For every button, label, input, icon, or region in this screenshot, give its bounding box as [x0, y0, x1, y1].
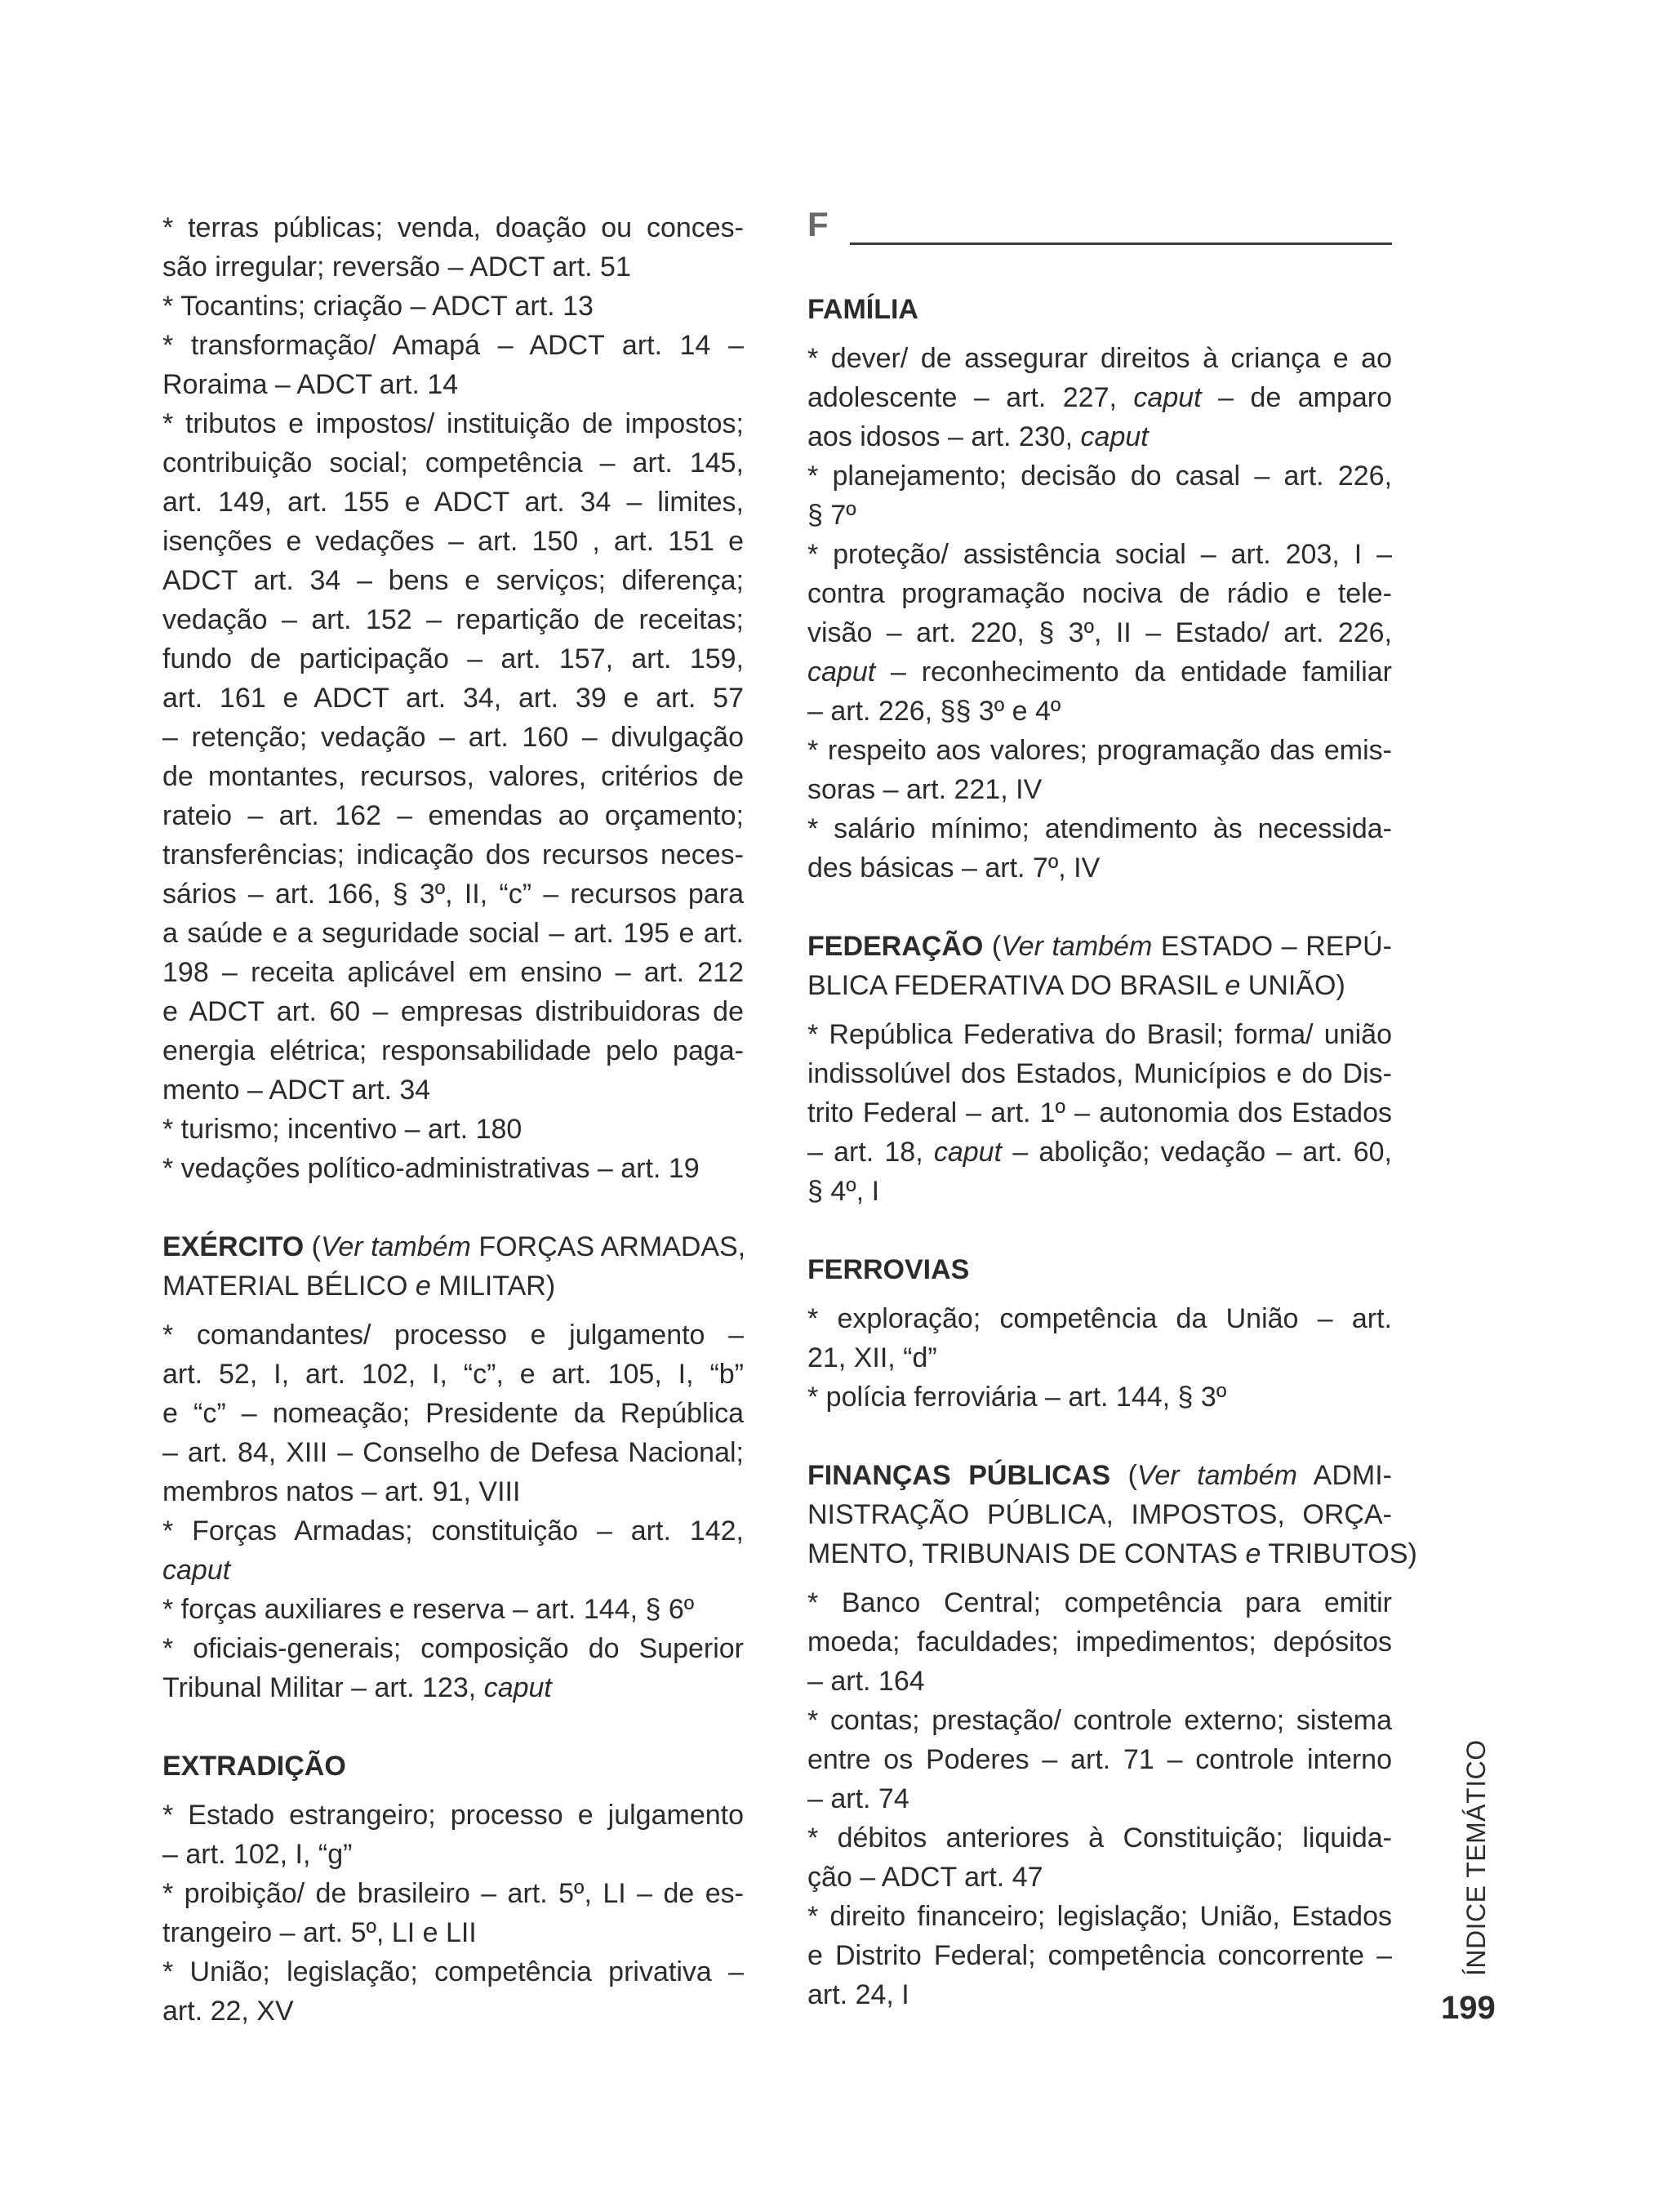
entry-line: art. 52, I, art. 102, I, “c”, e art. 105, I, “b”: [162, 1359, 744, 1390]
entry-line: rateio – art. 162 – emendas ao orçamento;: [162, 800, 744, 831]
entry-line: * turismo; incentivo – art. 180: [162, 1114, 522, 1145]
entry-line: Roraima – ADCT art. 14: [162, 369, 459, 400]
entry-line: * salário mínimo; atendimento às necessida-: [807, 813, 1392, 844]
entry-line: ção – ADCT art. 47: [807, 1862, 1043, 1893]
entry-line: fundo de participação – art. 157, art. 159,: [162, 643, 744, 674]
entry-line: sários – art. 166, § 3º, II, “c” – recursos para: [162, 879, 744, 910]
entry-line: vedação – art. 152 – repartição de receitas;: [162, 604, 744, 635]
entry-line: indissolúvel dos Estados, Municípios e do Dis-: [807, 1058, 1392, 1089]
entry-line: * Forças Armadas; constituição – art. 142,: [162, 1515, 744, 1547]
heading-reference-line: MENTO, TRIBUNAIS DE CONTAS e TRIBUTOS): [807, 1538, 1417, 1569]
heading-reference-line: NISTRAÇÃO PÚBLICA, IMPOSTOS, ORÇA-: [807, 1499, 1392, 1530]
heading-reference-line: MATERIAL BÉLICO e MILITAR): [162, 1271, 556, 1302]
entry-line: * contas; prestação/ controle externo; sistema: [807, 1705, 1392, 1736]
entry-line: * vedações político-administrativas – art. 19: [162, 1153, 700, 1184]
entry-line: des básicas – art. 7º, IV: [807, 852, 1101, 883]
heading-title: EXÉRCITO: [162, 1231, 305, 1262]
left-column: [162, 208, 744, 2031]
entry-line: caput: [162, 1555, 231, 1586]
entry-line: * União; legislação; competência privativa –: [162, 1956, 744, 1987]
entry-line: – art. 164: [807, 1666, 925, 1697]
entry-line: caput – reconhecimento da entidade familiar: [807, 656, 1392, 688]
entry-line: * tributos e impostos/ instituição de impostos;: [162, 408, 744, 439]
entry-line: 198 – receita aplicável em ensino – art. 212: [162, 957, 744, 988]
entry-line: ADCT art. 34 – bens e serviços; diferença;: [162, 565, 744, 596]
side-label: [1461, 1739, 1494, 1978]
section-federacao: [807, 927, 1392, 1211]
section-heading: FAMÍLIA: [807, 294, 918, 325]
section-exercito: [162, 1227, 744, 1707]
section-letter: F: [807, 205, 829, 243]
entry-line: art. 24, I: [807, 1979, 909, 2010]
entry-line: visão – art. 220, § 3º, II – Estado/ art. 226,: [807, 617, 1392, 648]
entry-line: * polícia ferroviária – art. 144, § 3º: [807, 1382, 1227, 1413]
heading-reference: (Ver também FORÇAS ARMADAS,: [304, 1231, 746, 1262]
entry-line: * débitos anteriores à Constituição; liquida-: [807, 1823, 1392, 1854]
entry-line: isenções e vedações – art. 150 , art. 151 e: [162, 526, 744, 557]
entry-line: adolescente – art. 227, caput – de amparo: [807, 382, 1392, 413]
entry-line: e ADCT art. 60 – empresas distribuidoras de: [162, 996, 744, 1027]
section-financas-publicas: [807, 1456, 1417, 2014]
entry-line: * proteção/ assistência social – art. 203, I –: [807, 539, 1392, 570]
letter-header: [807, 205, 1392, 257]
section-heading: [162, 1227, 744, 1266]
heading-reference: (Ver também ADMI-: [1110, 1460, 1392, 1491]
entry-line: * forças auxiliares e reserva – art. 144, § 6º: [162, 1594, 695, 1625]
entry-line: contribuição social; competência – art. 145,: [162, 447, 744, 478]
entry-line: mento – ADCT art. 34: [162, 1075, 431, 1106]
entry-line: * Estado estrangeiro; processo e julgamento: [162, 1800, 744, 1831]
continued-entries: [162, 208, 744, 1188]
entry-line: aos idosos – art. 230, caput: [807, 421, 1149, 452]
heading-title: FINANÇAS PÚBLICAS: [807, 1460, 1111, 1491]
entry-line: a saúde e a seguridade social – art. 195 e art.: [162, 918, 744, 949]
entry-line: art. 22, XV: [162, 1996, 294, 2027]
entry-line: * oficiais-generais; composição do Superior: [162, 1633, 744, 1664]
side-label-text: ÍNDICE TEMÁTICO: [1461, 1739, 1491, 1976]
entry-line: § 7º: [807, 500, 856, 531]
entry-line: – art. 102, I, “g”: [162, 1839, 353, 1870]
section-heading: [807, 927, 1392, 966]
entry-line: * respeito aos valores; programação das emis-: [807, 735, 1392, 766]
entry-line: * Banco Central; competência para emitir: [807, 1587, 1392, 1618]
entry-line: * terras públicas; venda, doação ou conces-: [162, 212, 744, 243]
entry-line: trito Federal – art. 1º – autonomia dos Estados: [807, 1097, 1392, 1128]
entry-line: transferências; indicação dos recursos neces-: [162, 839, 744, 870]
entry-line: * direito financeiro; legislação; União, Estados: [807, 1901, 1392, 1932]
entry-line: Tribunal Militar – art. 123, caput: [162, 1672, 552, 1703]
entry-line: e “c” – nomeação; Presidente da República: [162, 1398, 744, 1429]
section-ferrovias: [807, 1250, 1392, 1417]
heading-title: FEDERAÇÃO: [807, 931, 984, 962]
entry-line: e Distrito Federal; competência concorrente –: [807, 1940, 1392, 1971]
entry-line: * República Federativa do Brasil; forma/ união: [807, 1019, 1392, 1050]
entry-line: – art. 74: [807, 1783, 909, 1814]
entry-line: * dever/ de assegurar direitos à criança e ao: [807, 343, 1392, 374]
entry-line: são irregular; reversão – ADCT art. 51: [162, 251, 631, 283]
entry-line: – art. 226, §§ 3º e 4º: [807, 696, 1061, 727]
entry-line: de montantes, recursos, valores, critérios de: [162, 761, 744, 792]
entry-line: 21, XII, “d”: [807, 1342, 937, 1373]
heading-reference-line: BLICA FEDERATIVA DO BRASIL e UNIÃO): [807, 970, 1345, 1001]
entry-line: * proibição/ de brasileiro – art. 5º, LI – de es-: [162, 1878, 744, 1909]
right-column: [807, 205, 1417, 2014]
entry-line: * Tocantins; criação – ADCT art. 13: [162, 291, 594, 322]
entry-line: membros natos – art. 91, VIII: [162, 1476, 521, 1507]
entry-line: art. 149, art. 155 e ADCT art. 34 – limites,: [162, 487, 744, 518]
section-heading: [807, 1456, 1392, 1495]
entry-line: § 4º, I: [807, 1176, 880, 1207]
entry-line: trangeiro – art. 5º, LI e LII: [162, 1917, 477, 1948]
letter-divider: [850, 243, 1392, 245]
entry-line: – art. 18, caput – abolição; vedação – art. 60,: [807, 1137, 1393, 1168]
heading-reference: (Ver também ESTADO – REPÚ-: [983, 931, 1392, 962]
entry-line: contra programação nociva de rádio e tele-: [807, 578, 1392, 609]
entry-line: * transformação/ Amapá – ADCT art. 14 –: [162, 330, 744, 361]
entry-line: – retenção; vedação – art. 160 – divulgação: [162, 722, 744, 753]
entry-line: energia elétrica; responsabilidade pelo paga-: [162, 1035, 744, 1066]
entry-line: – art. 84, XIII – Conselho de Defesa Nacional;: [162, 1437, 744, 1468]
page-number: 199: [1441, 1990, 1496, 2026]
section-heading: EXTRADIÇÃO: [162, 1751, 346, 1782]
entry-line: * planejamento; decisão do casal – art. 226,: [807, 461, 1392, 492]
entry-line: entre os Poderes – art. 71 – controle interno: [807, 1744, 1392, 1775]
entry-line: moeda; faculdades; impedimentos; depósitos: [807, 1627, 1392, 1658]
entry-line: art. 161 e ADCT art. 34, art. 39 e art. 57: [162, 683, 744, 714]
entry-line: * exploração; competência da União – art.: [807, 1303, 1392, 1334]
section-extradicao: [162, 1747, 744, 2031]
section-heading: FERROVIAS: [807, 1254, 970, 1285]
entry-line: * comandantes/ processo e julgamento –: [162, 1320, 744, 1351]
entry-line: soras – art. 221, IV: [807, 774, 1043, 805]
section-familia: [807, 290, 1392, 888]
